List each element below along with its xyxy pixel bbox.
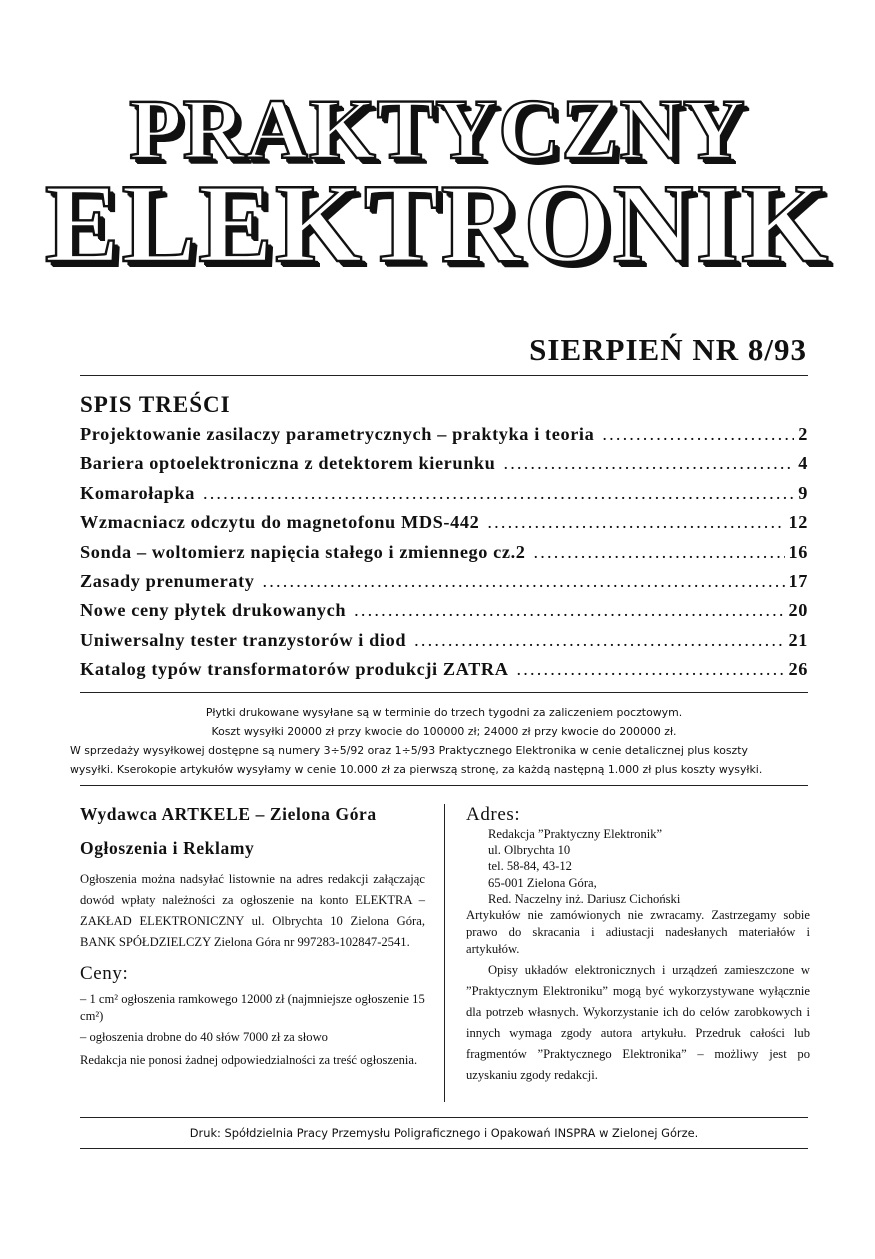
address-line: 65-001 Zielona Góra, <box>488 875 597 890</box>
masthead-title-line2: ELEKTRONIK <box>44 162 831 286</box>
submission-note: Artykułów nie zamówionych nie zwracamy. Zastrzegamy sobie prawo do skracania i adiustacji nadesłanych materiałów i artykułów. <box>466 908 810 957</box>
address-line: Red. Naczelny inż. Dariusz Cichoński <box>488 891 681 906</box>
toc-page: 16 <box>788 541 808 562</box>
ads-text: Ogłoszenia można nadsyłać listownie na adres redakcji załączając dowód wpłaty należności za ogłoszenie na konto ELEKTRA – ZAKŁAD ELEKTRONICZNY ul. Olbrychta 10 Zielona Góra, BANK SPÓŁDZIELCZY Zielona Góra nr 997283-102847-2541. <box>80 872 425 949</box>
price-item: – 1 cm² ogłoszenia ramkowego 12000 zł (najmniejsze ogłoszenie 15 cm²) <box>80 992 425 1023</box>
rights-note: Opisy układów elektronicznych i urządzeń zamieszczone w ”Praktycznym Elektroniku” mogą być wykorzystywane wyłącznie dla potrzeb własnych. Wykorzystanie ich do celów zarobkowych i innych wymaga zgody autora artykułu. Przedruk całości lub fragmentów ”Praktycznego Elektronika” – możliwy jest po uzyskaniu zgody redakcji. <box>466 963 810 1083</box>
toc-page: 26 <box>788 659 808 680</box>
price-item: – ogłoszenia drobne do 40 słów 7000 zł za słowo <box>80 1030 328 1044</box>
toc-page: 9 <box>798 482 808 503</box>
toc-title: SPIS TREŚCI <box>80 392 231 417</box>
divider <box>80 1148 808 1149</box>
toc-item[interactable]: Uniwersalny tester tranzystorów i diod . . . 21 <box>80 630 808 659</box>
divider <box>80 692 808 693</box>
ads-heading: Ogłoszenia i Reklamy <box>80 838 255 858</box>
address-line: tel. 58-84, 43-12 <box>488 859 572 874</box>
address-line: ul. Olbrychta 10 <box>488 843 571 858</box>
divider <box>80 1117 808 1118</box>
divider <box>80 375 808 376</box>
publisher-column <box>80 804 425 1071</box>
toc-page: 17 <box>788 570 808 591</box>
divider <box>80 785 808 786</box>
toc-item[interactable]: Katalog typów transformatorów produkcji ZATRA . . . 26 <box>80 659 808 688</box>
toc-item[interactable]: Komarołapka . . . 9 <box>80 483 808 512</box>
toc-page: 4 <box>798 453 808 474</box>
toc-page: 2 <box>798 424 808 444</box>
issue-label: SIERPIEŃ NR 8/93 <box>529 332 807 367</box>
toc-item[interactable]: Zasady prenumeraty . . . 17 <box>80 571 808 600</box>
toc-page: 20 <box>788 600 808 621</box>
toc-item[interactable]: Sonda – woltomierz napięcia stałego i zmiennego cz.2 . . . 16 <box>80 542 808 571</box>
toc-item[interactable]: Bariera optoelektroniczna z detektorem kierunku . . . 4 <box>80 453 808 482</box>
toc-item[interactable]: Projektowanie zasilaczy parametrycznych – praktyka i teoria . . . 2 <box>80 424 808 453</box>
toc-page: 21 <box>788 629 808 650</box>
toc-page: 12 <box>788 512 808 533</box>
toc-item[interactable]: Nowe ceny płytek drukowanych . . . 20 <box>80 600 808 629</box>
toc-item[interactable]: Wzmacniacz odczytu do magnetofonu MDS-442 . . . 12 <box>80 512 808 541</box>
shipping-notice: Płytki drukowane wysyłane są w terminie do trzech tygodni za zaliczeniem pocztowym. Koszt wysyłki 20000 zł przy kwocie do 100000 zł; 24000 zł przy kwocie do 200000 zł. W sprzedaży wysyłkowej dostępne są numery 3÷5/92 oraz 1÷5/93 Praktycznego Elektronika w cenie detalicznej plus koszty wysyłki. Kserokopie artykułów wysyłamy w cenie 10.000 zł za pierwszą stronę, za każdą następną 1.000 zł plus koszty wysyłki. <box>70 706 763 776</box>
address-line: Redakcja ”Praktyczny Elektronik” <box>488 827 663 841</box>
prices-heading: Ceny: <box>80 963 129 984</box>
table-of-contents <box>80 424 808 689</box>
disclaimer: Redakcja nie ponosi żadnej odpowiedzialności za treść ogłoszenia. <box>80 1053 418 1067</box>
publisher-heading: Wydawca ARTKELE – Zielona Góra <box>80 804 377 824</box>
print-footer: Druk: Spółdzielnia Pracy Przemysłu Poligraficznego i Opakowań INSPRA w Zielonej Górze. <box>189 1126 699 1140</box>
masthead-title-line1: PRAKTYCZNY <box>129 81 746 177</box>
column-divider <box>444 804 445 1102</box>
address-heading: Adres: <box>466 804 521 825</box>
address-column <box>466 804 810 1086</box>
